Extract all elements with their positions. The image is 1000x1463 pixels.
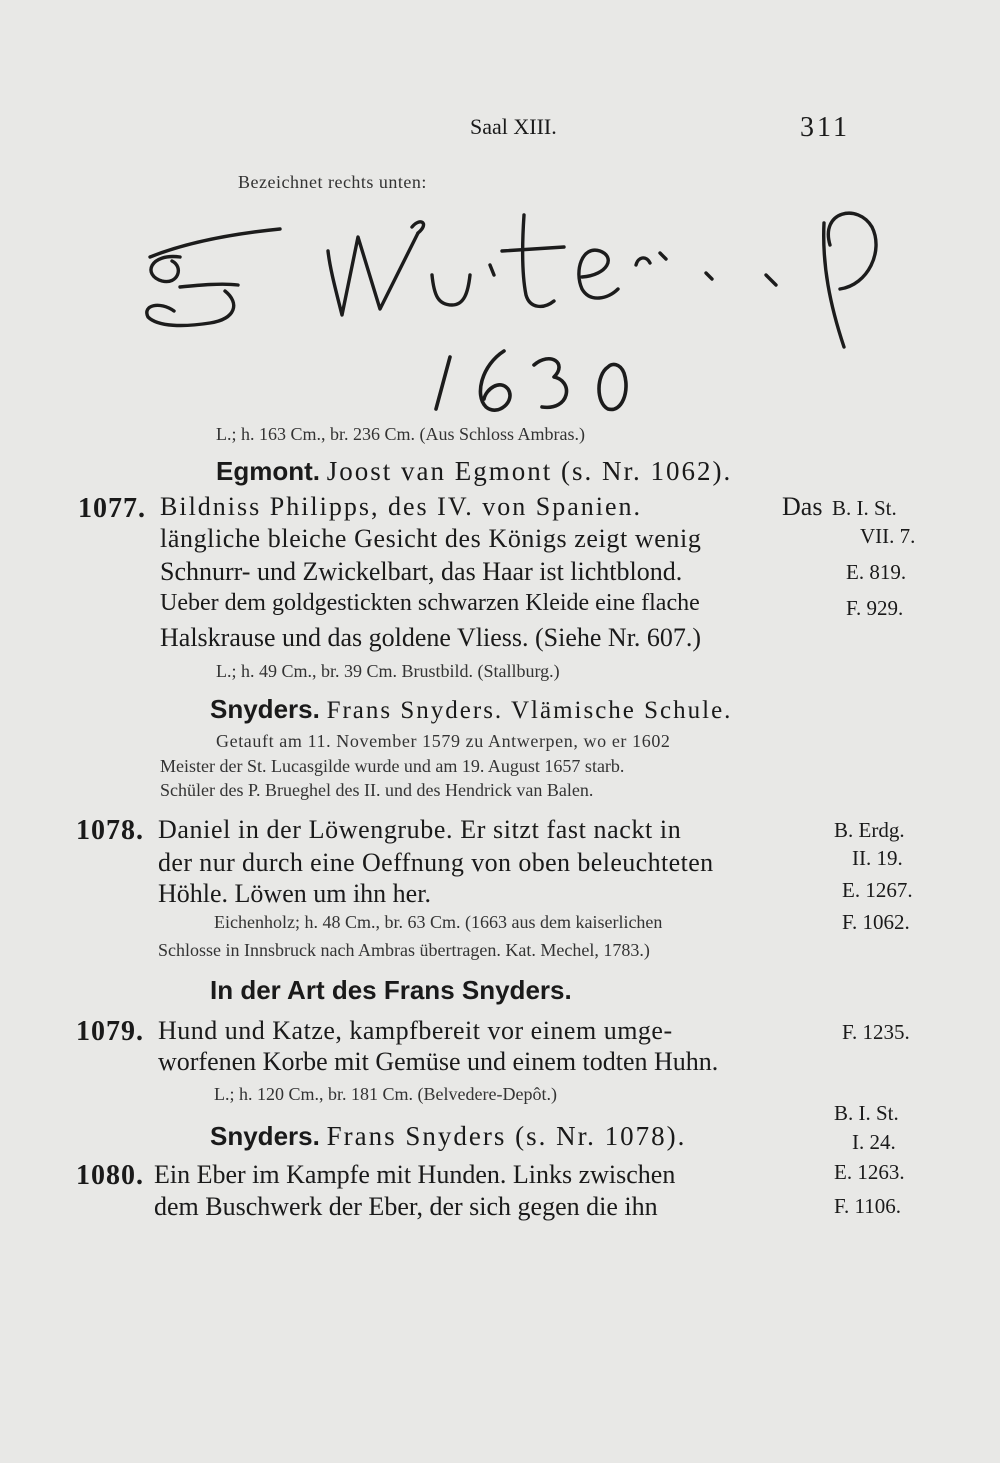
sig-stroke-t-bar bbox=[502, 247, 564, 251]
entry-line: Ein Eber im Kampfe mit Hunden. Links zwischen bbox=[154, 1160, 676, 1189]
entry-meta: L.; h. 120 Cm., br. 181 Cm. (Belvedere-Depôt.) bbox=[214, 1084, 557, 1104]
catalog-number: 1080. bbox=[76, 1160, 144, 1191]
catalog-ref: E. 1267. bbox=[842, 878, 913, 902]
sig-stroke-dot2 bbox=[706, 273, 712, 279]
artist-full-name: Frans Snyders (s. Nr. 1078). bbox=[326, 1121, 687, 1151]
sig-stroke-p-bowl bbox=[828, 213, 876, 289]
catalog-ref: B. I. St. bbox=[834, 1101, 899, 1125]
catalog-ref: VII. 7. bbox=[860, 524, 916, 548]
section-heading bbox=[210, 975, 572, 1006]
sig-stroke-e bbox=[579, 250, 618, 298]
entry-meta: Eichenholz; h. 48 Cm., br. 63 Cm. (1663 aus dem kaiserlichen bbox=[214, 912, 663, 932]
signature-intro: Bezeichnet rechts unten: bbox=[238, 172, 427, 192]
artist-full-name: Joost van Egmont (s. Nr. 1062). bbox=[326, 456, 733, 486]
artist-bio-line: Meister der St. Lucasgilde wurde und am 19. August 1657 starb. bbox=[160, 756, 625, 776]
sig-stroke-f-loop bbox=[151, 257, 180, 282]
entry-line: längliche bleiche Gesicht des Königs zeigt wenig bbox=[160, 524, 702, 553]
signature-year-drawing bbox=[436, 351, 626, 410]
sig-stroke-w-curl bbox=[412, 222, 424, 233]
catalog-ref: F. 1235. bbox=[842, 1020, 910, 1044]
entry-line: Daniel in der Löwengrube. Er sitzt fast nackt in bbox=[158, 815, 682, 844]
sig-stroke-f-mid bbox=[180, 284, 238, 287]
signature-dimensions: L.; h. 163 Cm., br. 236 Cm. (Aus Schloss Ambras.) bbox=[216, 424, 586, 444]
entry-meta: Schlosse in Innsbruck nach Ambras übertragen. Kat. Mechel, 1783.) bbox=[158, 940, 650, 960]
entry-text-end: Das bbox=[782, 492, 823, 521]
catalog-ref: II. 19. bbox=[852, 846, 903, 870]
page-number: 311 bbox=[800, 112, 850, 143]
sig-stroke-f-bottom bbox=[147, 291, 234, 325]
year-digit-0 bbox=[599, 365, 626, 410]
entry-line: Ueber dem goldgestickten schwarzen Kleide eine flache bbox=[160, 590, 700, 616]
entry-meta: L.; h. 49 Cm., br. 39 Cm. Brustbild. (Stallburg.) bbox=[216, 661, 560, 681]
sig-stroke-p bbox=[824, 223, 844, 347]
artist-name: Egmont. bbox=[216, 456, 320, 486]
sig-stroke-t bbox=[523, 215, 554, 306]
catalog-ref: F. 1062. bbox=[842, 910, 910, 934]
catalog-ref: E. 819. bbox=[846, 560, 907, 584]
catalog-ref: B. Erdg. bbox=[834, 818, 905, 842]
catalog-ref: B. I. St. bbox=[832, 496, 897, 520]
entry-line: Schnurr- und Zwickelbart, das Haar ist lichtblond. bbox=[160, 557, 683, 586]
artist-heading-snyders bbox=[210, 1121, 686, 1152]
sig-stroke-dot3 bbox=[766, 275, 776, 285]
year-digit-6 bbox=[480, 351, 510, 410]
entry-line: Höhle. Löwen um ihn her. bbox=[158, 879, 431, 908]
year-digit-1 bbox=[436, 357, 450, 409]
sig-stroke-f-top bbox=[150, 229, 280, 257]
artist-full-name: Frans Snyders. Vlämische Schule. bbox=[326, 697, 733, 724]
sig-stroke-u bbox=[432, 275, 470, 305]
catalog-ref: F. 1106. bbox=[834, 1194, 901, 1218]
catalog-number: 1078. bbox=[76, 815, 144, 846]
catalog-number: 1077. bbox=[78, 493, 146, 524]
artist-name: Snyders. bbox=[210, 694, 320, 724]
catalog-number: 1079. bbox=[76, 1016, 144, 1047]
sig-stroke-r bbox=[636, 258, 650, 265]
catalog-ref: F. 929. bbox=[846, 596, 904, 620]
entry-line: dem Buschwerk der Eber, der sich gegen die ihn bbox=[154, 1192, 658, 1221]
artist-bio-line: Schüler des P. Brueghel des II. und des Hendrick van Balen. bbox=[160, 780, 594, 800]
sig-stroke-dot1 bbox=[660, 253, 666, 259]
sig-stroke-w bbox=[328, 233, 418, 315]
sig-stroke-i bbox=[490, 265, 494, 275]
artist-heading-snyders bbox=[210, 694, 732, 725]
signature-facsimile bbox=[130, 205, 890, 430]
entry-line: der nur durch eine Oeffnung von oben beleuchteten bbox=[158, 848, 714, 877]
artist-bio-line: Getauft am 11. November 1579 zu Antwerpen, wo er 1602 bbox=[216, 731, 671, 751]
entry-title: Bildniss Philipps, des IV. von Spanien. bbox=[160, 492, 643, 521]
entry-line: Hund und Katze, kampfbereit vor einem umge- bbox=[158, 1016, 673, 1045]
year-digit-3 bbox=[534, 359, 567, 408]
section-heading-text: In der Art des Frans Snyders. bbox=[210, 975, 572, 1005]
entry-line: Halskrause und das goldene Vliess. (Siehe Nr. 607.) bbox=[160, 623, 702, 652]
artist-heading-egmont bbox=[216, 456, 732, 487]
running-header: Saal XIII. bbox=[470, 114, 557, 139]
catalog-ref: I. 24. bbox=[852, 1130, 896, 1154]
artist-name: Snyders. bbox=[210, 1121, 320, 1151]
catalog-ref: E. 1263. bbox=[834, 1160, 905, 1184]
entry-line: worfenen Korbe mit Gemüse und einem todten Huhn. bbox=[158, 1047, 719, 1076]
